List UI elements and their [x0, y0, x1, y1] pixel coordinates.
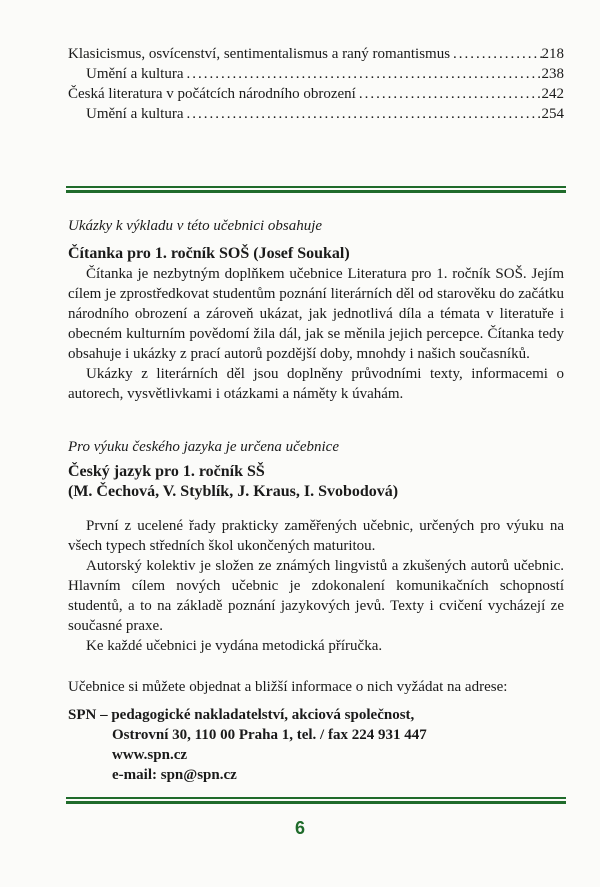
toc-entry-title: Umění a kultura	[86, 66, 184, 82]
toc-entry-title: Klasicismus, osvícenství, sentimentalismus a raný romantismus	[68, 46, 451, 62]
book-reader-paragraph: Čítanka je nezbytným doplňkem učebnice Literatura pro 1. ročník SOŠ. Jejím cílem je zprostředkovat studentům poznání literárních děl od starověku do začátku národního obrození a zároveň ukázat, jak jednotlivá díla a témata v literatuře i obecném kulturním povědomí žila dál, jak se měnila jejich percepce. Čítanka tedy obsahuje i ukázky z prací autorů pozdější doby, mnohdy i našich současníků.	[68, 266, 564, 362]
language-book-heading: Český jazyk pro 1. ročník SŠ	[68, 463, 265, 480]
toc-entry-page: 242	[541, 86, 564, 102]
table-of-contents	[68, 44, 564, 124]
toc-entry-page: 238	[541, 66, 564, 82]
language-book-paragraph: Autorský kolektiv je složen ze známých lingvistů a zkušených autorů učebnic. Hlavním cílem nových učebnic je zdokonalení komunikačních schopností studentů, a to na základě poznání jazykových jevů. Texty i cvičení vycházejí ze současné praxe.	[68, 558, 564, 634]
toc-entry	[68, 84, 564, 104]
toc-entry	[68, 44, 564, 64]
order-section	[68, 677, 564, 785]
toc-leader-dots	[183, 64, 541, 84]
language-book-paragraph: První z ucelené řady prakticky zaměřených učebnic, určených pro výuku na všech typech středních škol ukončených maturitou.	[68, 518, 564, 554]
toc-leader-dots	[356, 84, 542, 104]
toc-entry	[68, 64, 564, 84]
toc-entry	[68, 104, 564, 124]
language-book-section	[68, 462, 564, 656]
language-book-intro: Pro výuku českého jazyka je určena učebnice	[68, 439, 339, 455]
publisher-email: e-mail: spn@spn.cz	[112, 767, 237, 783]
publisher-contact	[68, 705, 564, 785]
publisher-address: Ostrovní 30, 110 00 Praha 1, tel. / fax 224 931 447	[112, 727, 427, 743]
top-divider	[66, 186, 566, 193]
toc-entry-page: 218	[541, 46, 564, 62]
toc-leader-dots	[450, 44, 541, 64]
language-book-paragraph: Ke každé učebnici je vydána metodická příručka.	[86, 638, 383, 654]
bottom-divider	[66, 797, 566, 804]
order-text: Učebnice si můžete objednat a bližší informace o nich vyžádat na adrese:	[68, 679, 508, 695]
toc-entry-title: Česká literatura v počátcích národního obrození	[68, 86, 356, 102]
publisher-website: www.spn.cz	[112, 747, 188, 763]
toc-entry-title: Umění a kultura	[86, 106, 184, 122]
book-reader-heading: Čítanka pro 1. ročník SOŠ (Josef Soukal)	[68, 245, 350, 262]
toc-leader-dots	[183, 104, 541, 124]
intro-line: Ukázky k výkladu v této učebnici obsahuje	[68, 218, 323, 234]
book-reader-section	[68, 244, 564, 404]
language-book-authors: (M. Čechová, V. Styblík, J. Kraus, I. Svobodová)	[68, 483, 399, 500]
book-reader-paragraph: Ukázky z literárních děl jsou doplněny průvodními texty, informacemi o autorech, vysvětlivkami i otázkami a náměty k úvahám.	[68, 366, 564, 402]
page-number: 6	[294, 818, 305, 838]
toc-entry-page: 254	[541, 106, 564, 122]
publisher-name: SPN – pedagogické nakladatelství, akciová společnost,	[68, 707, 415, 723]
